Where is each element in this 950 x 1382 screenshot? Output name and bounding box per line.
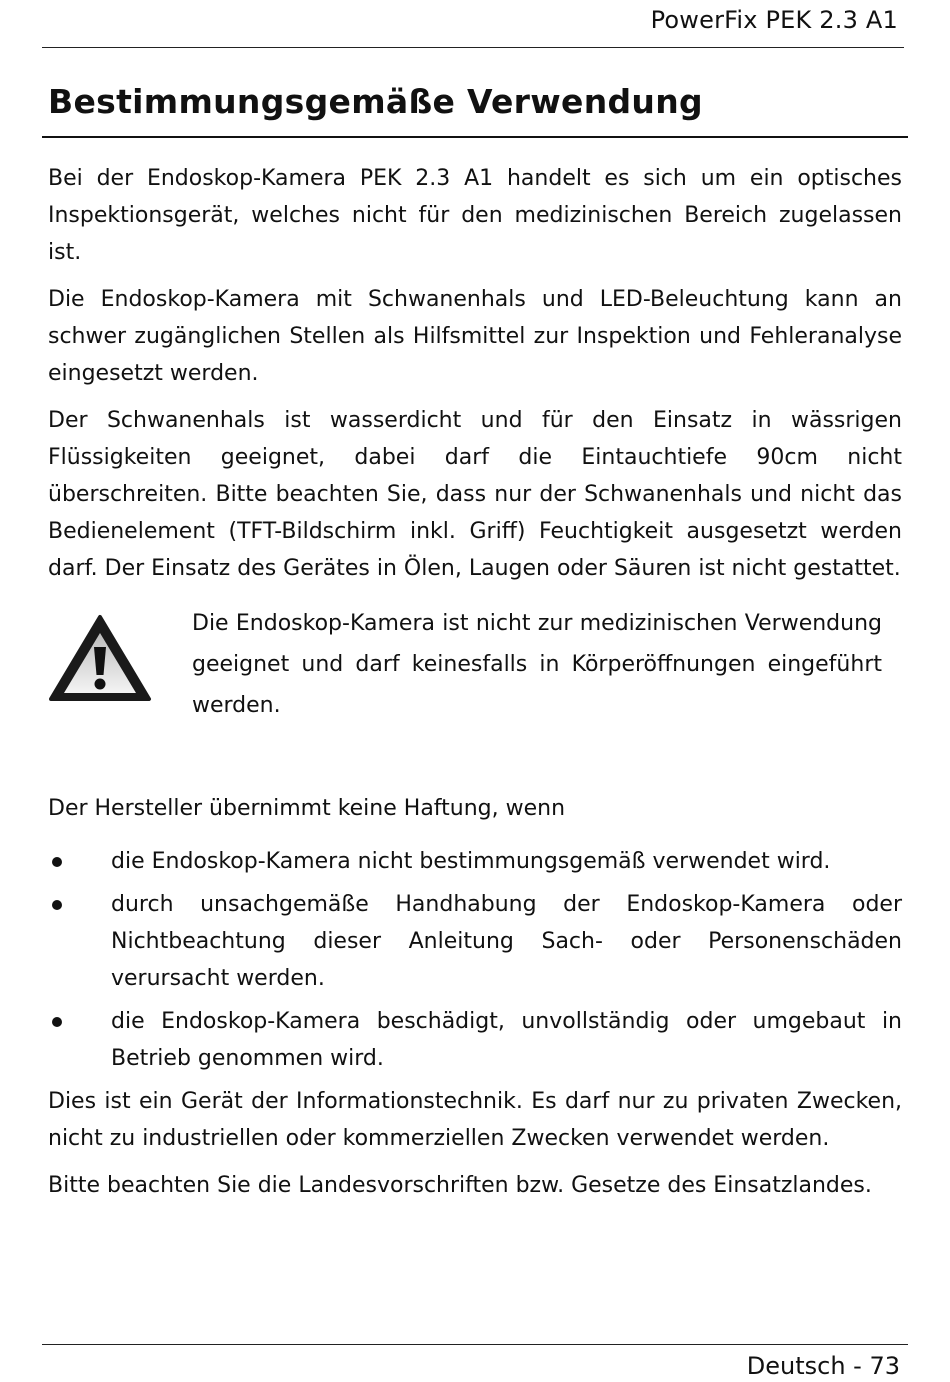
warning-triangle-icon	[48, 613, 152, 705]
list-item-text: durch unsachgemäße Handhabung der Endoskop-Kamera oder Nichtbeachtung dieser Anleitung Sach- oder Personenschäden verursacht werden.	[111, 892, 902, 991]
paragraph-regulations: Bitte beachten Sie die Landesvorschriften bzw. Gesetze des Einsatzlandes.	[48, 1173, 872, 1198]
footer-divider	[42, 1344, 908, 1345]
title-divider	[42, 136, 908, 138]
page-content	[48, 160, 902, 1214]
list-item	[48, 886, 902, 997]
paragraph-intro: Bei der Endoskop-Kamera PEK 2.3 A1 handelt es sich um ein optisches Inspektionsgerät, welches nicht für den medizinischen Bereich zugelassen ist.	[48, 166, 902, 265]
warning-text: Die Endoskop-Kamera ist nicht zur medizinischen Verwendung geeignet und darf keinesfalls in Körperöffnungen eingeführt werden.	[192, 611, 882, 718]
paragraph-waterproof: Der Schwanenhals ist wasserdicht und für den Einsatz in wässrigen Flüssigkeiten geeignet, dabei darf die Eintauchtiefe 90cm nicht überschreiten. Bitte beachten Sie, dass nur der Schwanenhals und nicht das Bedienelement (TFT-Bildschirm inkl. Griff) Feuchtigkeit ausgesetzt werden darf. Der Einsatz des Gerätes in Ölen, Laugen oder Säuren ist nicht gestattet.	[48, 408, 902, 581]
liability-list	[48, 843, 902, 1077]
bullet-icon	[52, 857, 62, 867]
warning-block	[48, 603, 902, 736]
list-item	[48, 1003, 902, 1077]
liability-intro: Der Hersteller übernimmt keine Haftung, wenn	[48, 796, 566, 821]
bullet-icon	[52, 900, 62, 910]
bullet-icon	[52, 1017, 62, 1027]
list-item-text: die Endoskop-Kamera nicht bestimmungsgemäß verwendet wird.	[111, 849, 831, 874]
paragraph-usage: Die Endoskop-Kamera mit Schwanenhals und LED-Beleuchtung kann an schwer zugänglichen Stellen als Hilfsmittel zur Inspektion und Fehleranalyse eingesetzt werden.	[48, 287, 902, 386]
paragraph-it-device: Dies ist ein Gerät der Informationstechnik. Es darf nur zu privaten Zwecken, nicht zu industriellen oder kommerziellen Zwecken verwendet werden.	[48, 1089, 902, 1151]
header-divider	[42, 47, 904, 48]
page-number: Deutsch - 73	[746, 1352, 900, 1380]
section-title: Bestimmungsgemäße Verwendung	[48, 82, 703, 121]
page-header: PowerFix PEK 2.3 A1	[650, 6, 898, 34]
list-item	[48, 843, 902, 880]
list-item-text: die Endoskop-Kamera beschädigt, unvollständig oder umgebaut in Betrieb genommen wird.	[111, 1009, 902, 1071]
